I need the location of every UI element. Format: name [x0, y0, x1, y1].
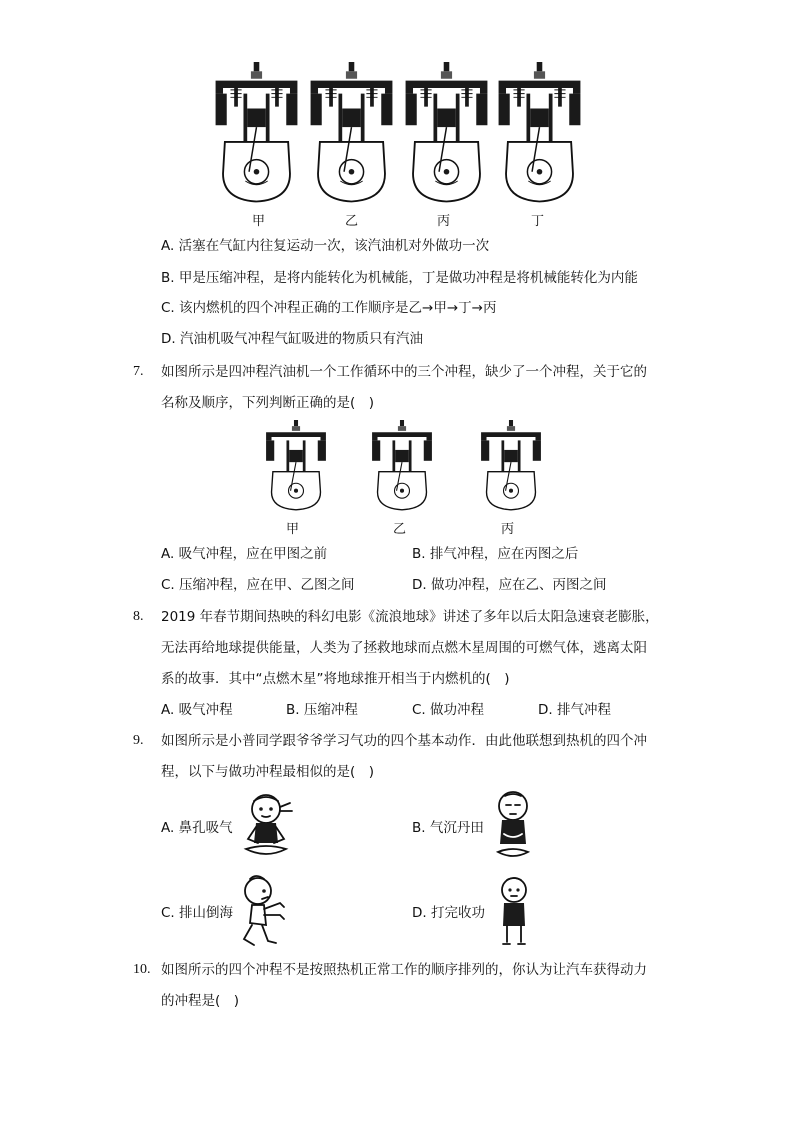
q7-figure-label-jia: 甲 [286, 522, 300, 537]
q10-number: 10. [133, 962, 151, 977]
q6-figure-label-yi: 乙 [345, 214, 359, 229]
q7-stem-line1: 如图所示是四冲程汽油机一个工作循环中的三个冲程，缺少了一个冲程，关于它的 [161, 364, 647, 380]
q7-option-a: A. 吸气冲程，应在甲图之前 [161, 546, 328, 562]
engine-yi-diagram [311, 62, 393, 202]
qigong-nose-inhale-figure [240, 793, 296, 865]
engine-bing-diagram [481, 420, 541, 510]
q6-figure-label-bing: 丙 [437, 214, 451, 229]
q6-option-d: D. 汽油机吸气冲程气缸吸进的物质只有汽油 [161, 331, 423, 347]
q6-figure-label-ding: 丁 [531, 214, 545, 229]
q9-number: 9. [133, 733, 144, 748]
engine-ding-diagram [499, 62, 581, 202]
engine-jia-diagram [216, 62, 298, 202]
engine-yi-diagram [372, 420, 432, 510]
q7-option-c: C. 压缩冲程，应在甲、乙图之间 [161, 577, 355, 593]
q7-number: 7. [133, 364, 144, 379]
q8-option-d: D. 排气冲程 [538, 702, 611, 718]
q6-option-a: A. 活塞在气缸内往复运动一次，该汽油机对外做功一次 [161, 238, 490, 254]
q8-stem-line1: 2019 年春节期间热映的科幻电影《流浪地球》讲述了多年以后太阳急速衰老膨胀， [161, 609, 659, 625]
q7-figure-label-bing: 丙 [501, 522, 515, 537]
qigong-push-mountain-figure [234, 873, 288, 949]
q9-option-d: D. 打完收功 [412, 905, 485, 921]
q6-option-c: C. 该内燃机的四个冲程正确的工作顺序是乙→甲→丁→丙 [161, 300, 497, 316]
q7-option-d: D. 做功冲程，应在乙、丙图之间 [412, 577, 607, 593]
q9-stem-line1: 如图所示是小普同学跟爷爷学习气功的四个基本动作．由此他联想到热机的四个冲 [161, 733, 647, 749]
q8-stem-line2: 无法再给地球提供能量，人类为了拯救地球而点燃木星周围的可燃气体，逃离太阳 [161, 640, 647, 656]
q7-stem-line2: 名称及顺序，下列判断正确的是( ) [161, 395, 375, 411]
q10-stem-line1: 如图所示的四个冲程不是按照热机正常工作的顺序排列的，你认为让汽车获得动力 [161, 962, 647, 978]
q8-option-c: C. 做功冲程 [412, 702, 485, 718]
q8-number: 8. [133, 609, 144, 624]
engine-bing-diagram [406, 62, 488, 202]
q8-stem-line3: 系的故事．其中“点燃木星”将地球推开相当于内燃机的( ) [161, 671, 510, 687]
qigong-dantian-figure [490, 790, 536, 866]
q7-option-b: B. 排气冲程，应在丙图之后 [412, 546, 579, 562]
q6-option-b: B. 甲是压缩冲程，是将内能转化为机械能，丁是做功冲程是将机械能转化为内能 [161, 270, 638, 286]
q8-option-b: B. 压缩冲程 [286, 702, 358, 718]
q10-stem-line2: 的冲程是( ) [161, 993, 240, 1009]
q9-option-b: B. 气沉丹田 [412, 820, 484, 836]
q9-stem-line2: 程，以下与做功冲程最相似的是( ) [161, 764, 375, 780]
four-stroke-engine-figure-q6 [210, 62, 590, 212]
engine-jia-diagram [266, 420, 326, 510]
q8-option-a: A. 吸气冲程 [161, 702, 233, 718]
q9-option-a: A. 鼻孔吸气 [161, 820, 233, 836]
q9-option-c: C. 排山倒海 [161, 905, 234, 921]
q6-figure-label-jia: 甲 [252, 214, 266, 229]
three-stroke-engine-figure-q7 [262, 420, 552, 520]
qigong-finish-figure [494, 876, 534, 948]
q7-figure-label-yi: 乙 [393, 522, 407, 537]
